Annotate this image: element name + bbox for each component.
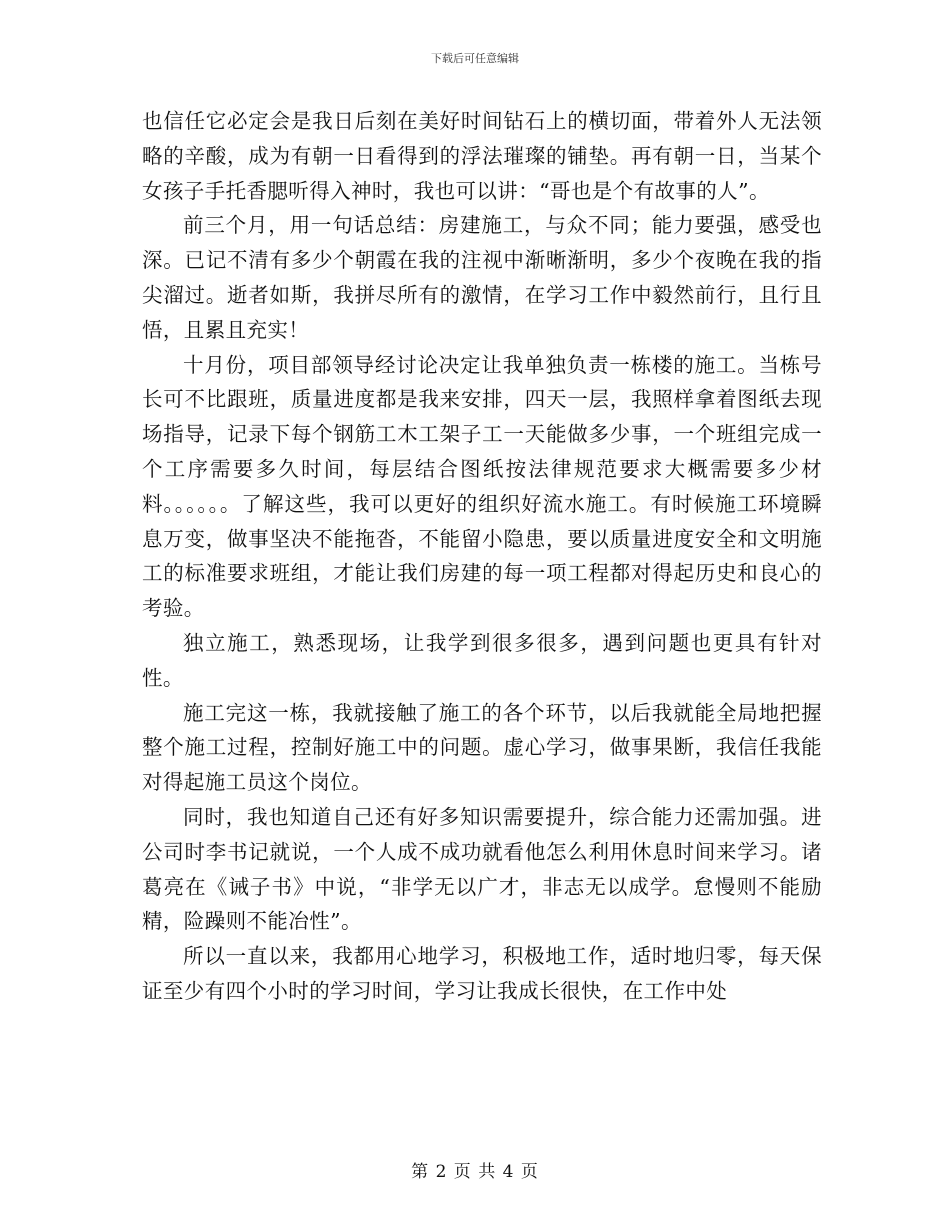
page-header-note: 下载后可任意编辑: [431, 52, 519, 65]
paragraph: 施工完这一栋，我就接触了施工的各个环节，以后我就能全局地把握整个施工过程，控制好施工中的问题。虚心学习，做事果断，我信任我能对得起施工员这个岗位。: [142, 700, 822, 795]
document-body: [142, 104, 822, 1009]
paragraph: 十月份，项目部领导经讨论决定让我单独负责一栋楼的施工。当栋号长可不比跟班，质量进度都是我来安排，四天一层，我照样拿着图纸去现场指导，记录下每个钢筋工木工架子工一天能做多少事，一个班组完成一个工序需要多久时间，每层结合图纸按法律规范要求大概需要多少材料。。。。。。了解这些，我可以更好的组织好流水施工。有时候施工环境瞬息万变，做事坚决不能拖沓，不能留小隐患，要以质量进度安全和文明施工的标准要求班组，才能让我们房建的每一项工程都对得起历史和良心的考验。: [142, 352, 822, 621]
paragraph-continued: 也信任它必定会是我日后刻在美好时间钻石上的横切面，带着外人无法领略的辛酸，成为有朝一日看得到的浮法璀璨的铺垫。再有朝一日，当某个女孩子手托香腮听得入神时，我也可以讲：“哥也是个有故事的人”。: [142, 109, 822, 203]
paragraph: 同时，我也知道自己还有好多知识需要提升，综合能力还需加强。进公司时李书记就说，一个人成不成功就看他怎么利用休息时间来学习。诸葛亮在《诫子书》中说，“非学无以广才，非志无以成学。怠慢则不能励精，险躁则不能冶性”。: [142, 804, 822, 934]
page-number-footer: 第 2 页 共 4 页: [411, 1162, 539, 1182]
paragraph: 前三个月，用一句话总结：房建施工，与众不同；能力要强，感受也深。已记不清有多少个朝霞在我的注视中渐晰渐明，多少个夜晚在我的指尖溜过。逝者如斯，我拼尽所有的激情，在学习工作中毅然前行，且行且悟，且累且充实！: [142, 213, 822, 342]
paragraph: 所以一直以来，我都用心地学习，积极地工作，适时地归零，每天保证至少有四个小时的学习时间，学习让我成长很快，在工作中处: [142, 944, 822, 1003]
paragraph: 独立施工，熟悉现场，让我学到很多很多，遇到问题也更具有针对性。: [142, 630, 822, 690]
